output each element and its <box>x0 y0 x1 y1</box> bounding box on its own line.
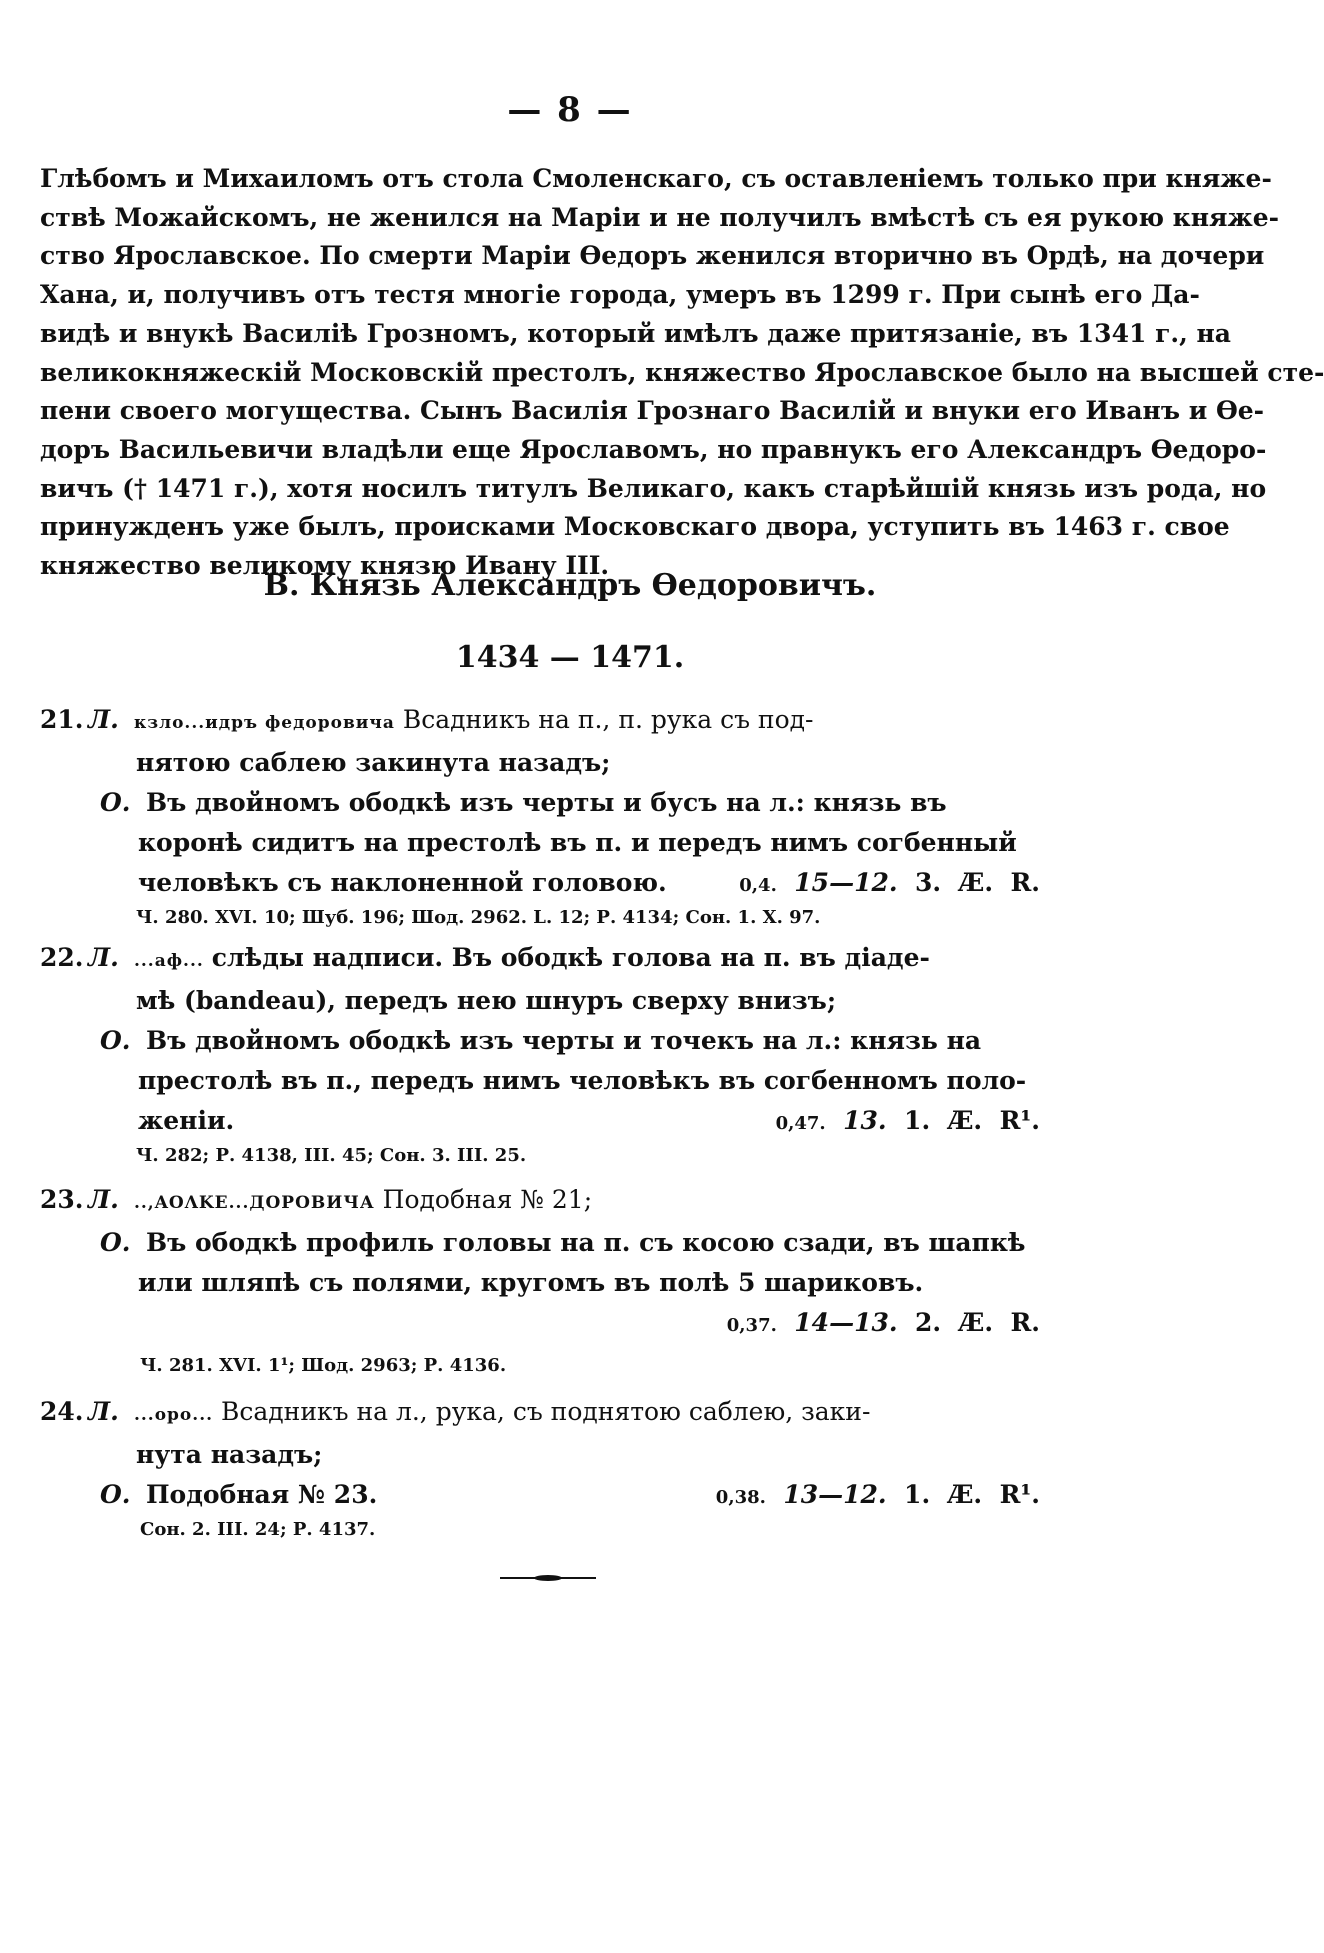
reverse-description: Въ двойномъ ободкѣ изъ черты и бусъ на л.: князь въ <box>145 788 947 817</box>
reverse-label: О. <box>100 788 131 817</box>
intro-line: ствѣ Можайскомъ, не женился на Маріи и не получилъ вмѣстѣ съ ея рукою княже- <box>40 202 1280 232</box>
intro-line: видѣ и внукѣ Василіѣ Грозномъ, который имѣлъ даже притязаніе, въ 1341 г., на <box>40 318 1232 348</box>
references: Ч. 281. XVI. 1¹; Шод. 2963; Р. 4136. <box>140 1355 507 1376</box>
reverse-description: Въ двойномъ ободкѣ изъ черты и точекъ на л.: князь на <box>145 1026 982 1055</box>
obverse-description: Всадникъ на п., п. рука съ под- <box>402 705 814 734</box>
coin-grade: R¹. <box>999 1480 1040 1509</box>
coin-rarity: 1. <box>904 1480 931 1509</box>
section-years: 1434 — 1471. <box>455 640 685 675</box>
reverse-description-cont: престолѣ въ п., передъ нимъ человѣкъ въ согбенномъ поло- <box>138 1066 1027 1095</box>
coin-metadata <box>776 1101 1040 1144</box>
catalog-entry-24 <box>40 1392 1040 1545</box>
catalog-entry-23 <box>40 1180 1040 1381</box>
obverse-description-cont: нятою саблею закинута назадъ; <box>136 748 611 777</box>
reverse-description: Въ ободкѣ профиль головы на п. съ косою сзади, въ шапкѣ <box>145 1228 1026 1257</box>
entry-number: 24. <box>40 1397 84 1426</box>
coin-rarity: 1. <box>904 1106 931 1135</box>
reverse-label: О. <box>100 1480 131 1509</box>
obverse-description: Всадникъ на л., рука, съ поднятою саблею, заки- <box>220 1397 871 1426</box>
catalog-entry-22 <box>40 938 1040 1171</box>
coin-rarity: 2. <box>915 1308 942 1337</box>
obverse-legend: ...аф... <box>133 951 204 971</box>
coin-metal: Æ. <box>947 1106 983 1135</box>
coin-weight: 0,47. <box>775 1113 826 1134</box>
obverse-label: Л. <box>88 705 119 734</box>
intro-line: принужденъ уже былъ, происками Московскаго двора, уступить въ 1463 г. свое <box>40 512 1230 542</box>
section-title: В. Князь Александръ Өедоровичъ. <box>263 568 877 603</box>
metadata-line <box>40 1303 1040 1345</box>
page-number: — 8 — <box>507 90 633 130</box>
coin-metal: Æ. <box>958 1308 994 1337</box>
entry-number: 21. <box>40 705 84 734</box>
obverse-label: Л. <box>88 943 119 972</box>
obverse-description: слѣды надписи. Въ ободкѣ голова на п. въ діаде- <box>211 943 930 972</box>
obverse-legend: ..,ΑΟΛΚΕ...ДОРОВИЧА <box>133 1193 375 1213</box>
reverse-description-cont: или шляпѣ съ полями, кругомъ въ полѣ 5 шариковъ. <box>138 1268 924 1297</box>
intro-line: Хана, и, получивъ отъ тестя многіе города, умеръ въ 1299 г. При сынѣ его Да- <box>40 280 1200 310</box>
catalog-entry-21 <box>40 700 1040 933</box>
intro-line: ство Ярославское. По смерти Маріи Өедоръ женился вторично въ Ордѣ, на дочери <box>40 241 1265 271</box>
intro-line: доръ Васильевичи владѣли еще Ярославомъ, но правнукъ его Александръ Өедоро- <box>40 434 1267 464</box>
coin-size: 14—13. <box>794 1308 898 1337</box>
references: Ч. 282; Р. 4138, III. 45; Сон. 3. III. 25. <box>136 1145 527 1166</box>
obverse-description-cont: мѣ (bandeau), передъ нею шнуръ сверху внизъ; <box>136 986 837 1015</box>
intro-line: пени своего могущества. Сынъ Василія Грознаго Василій и внуки его Иванъ и Өе- <box>40 396 1265 426</box>
reverse-description-text: женіи. <box>138 1106 235 1135</box>
reverse-description-cont: коронѣ сидитъ на престолѣ въ п. и передъ нимъ согбенный <box>138 828 1017 857</box>
reverse-line <box>40 1475 1040 1515</box>
reverse-description-text: человѣкъ съ наклоненной головою. <box>138 868 667 897</box>
obverse-legend: кзло...идръ федоровича <box>133 713 395 733</box>
coin-size: 13—12. <box>783 1480 887 1509</box>
coin-metadata <box>716 1475 1040 1518</box>
coin-rarity: 3. <box>915 868 942 897</box>
obverse-line <box>40 1392 1040 1435</box>
coin-metadata <box>739 863 1040 906</box>
coin-weight: 0,37. <box>726 1315 777 1336</box>
reverse-description: Подобная № 23. <box>145 1480 378 1509</box>
coin-weight: 0,38. <box>715 1487 766 1508</box>
coin-weight: 0,4. <box>739 875 777 896</box>
coin-grade: R. <box>1010 868 1040 897</box>
reverse-description-end <box>40 863 1040 903</box>
references: Сон. 2. III. 24; Р. 4137. <box>140 1519 376 1540</box>
reverse-label: О. <box>100 1026 131 1055</box>
coin-metal: Æ. <box>958 868 994 897</box>
coin-metadata <box>727 1303 1040 1346</box>
references: Ч. 280. XVI. 10; Шуб. 196; Шод. 2962. L. 12; Р. 4134; Сон. 1. X. 97. <box>136 907 821 928</box>
obverse-label: Л. <box>88 1185 119 1214</box>
coin-size: 13. <box>843 1106 887 1135</box>
reverse-line <box>40 1021 1040 1061</box>
obverse-legend: ...оро... <box>133 1405 214 1425</box>
coin-size: 15—12. <box>794 868 898 897</box>
intro-paragraph <box>40 160 1324 586</box>
obverse-label: Л. <box>88 1397 119 1426</box>
coin-grade: R. <box>1010 1308 1040 1337</box>
obverse-line <box>40 1180 1040 1223</box>
coin-metal: Æ. <box>947 1480 983 1509</box>
reverse-line <box>40 1223 1040 1263</box>
intro-line: великокняжескій Московскій престолъ, княжество Ярославское было на высшей сте- <box>40 357 1324 387</box>
reverse-label: О. <box>100 1228 131 1257</box>
obverse-description: Подобная № 21; <box>382 1185 593 1214</box>
entry-number: 22. <box>40 943 84 972</box>
obverse-line <box>40 700 1040 743</box>
obverse-description-cont: нута назадъ; <box>136 1440 323 1469</box>
intro-line: княжество великому князю Ивану III. <box>40 551 610 581</box>
intro-line: Глѣбомъ и Михаиломъ отъ стола Смоленскаго, съ оставленіемъ только при княже- <box>40 164 1272 193</box>
obverse-line <box>40 938 1040 981</box>
entry-number: 23. <box>40 1185 84 1214</box>
intro-line: вичъ († 1471 г.), хотя носилъ титулъ Великаго, какъ старѣйшій князь изъ рода, но <box>40 473 1267 503</box>
reverse-line <box>40 783 1040 823</box>
end-ornament <box>500 1574 596 1582</box>
reverse-description-end <box>40 1101 1040 1141</box>
coin-grade: R¹. <box>999 1106 1040 1135</box>
ornament-center <box>534 1575 562 1581</box>
